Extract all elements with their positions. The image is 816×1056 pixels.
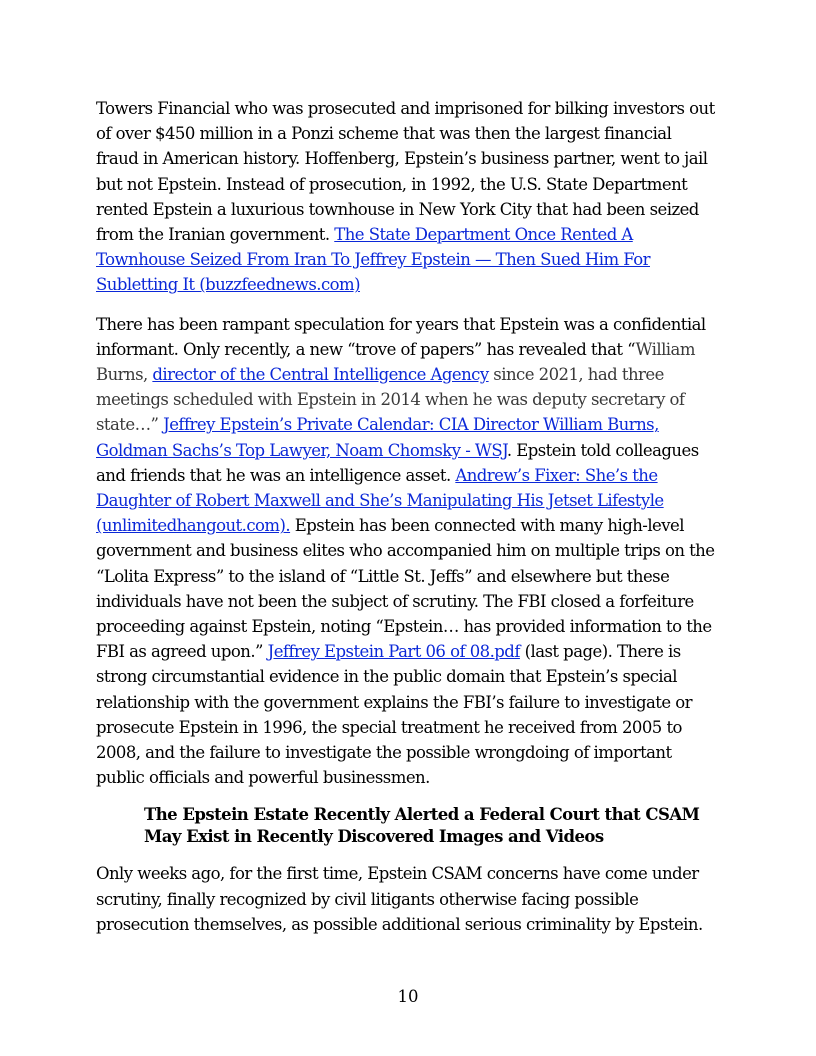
quote-text-meetings: since 2021, had three meetings scheduled with Epstein in 2014 when he was deputy secretary of state…” (96, 365, 685, 435)
paragraph-text: Towers Financial who was prosecuted and imprisoned for bilking investors out of over $450 million in a Ponzi scheme that was then the largest financial fraud in American history. Hoffenberg, Epstein’s business partner, went to jail but not Epstein. Instead of prosecution, in 1992, the U.S. State Department rented Epstein a luxurious townhouse in New York City that had been seized from the Iranian government. (96, 99, 715, 245)
page-number: 10 (397, 987, 419, 1006)
paragraph-text: . Epstein told colleagues and friends that he was an intelligence asset. (96, 440, 699, 485)
link-andrews-fixer[interactable]: Andrew’s Fixer: She’s the Daughter of Robert Maxwell and She’s Manipulating His Jetset Lifestyle (unlimitedhangout.com). (96, 465, 664, 536)
link-wsj-private-calendar[interactable]: Jeffrey Epstein’s Private Calendar: CIA Director William Burns, Goldman Sachs’s Top Lawyer, Noam Chomsky - WSJ (96, 415, 659, 460)
link-cia-director[interactable]: director of the Central Intelligence Agency (152, 365, 489, 385)
paragraph-text: There has been rampant speculation for years that Epstein was a confidential informant. Only recently, a new “trove of papers” has revealed that “ (96, 314, 706, 359)
link-state-department-townhouse[interactable]: The State Department Once Rented A Townhouse Seized From Iran To Jeffrey Epstein — Then Sued Him For Subletting It (buzzfeednews.com) (96, 225, 650, 295)
paragraph-text: (last page). There is strong circumstantial evidence in the public domain that Epstein’s special relationship with the government explains the FBI’s failure to investigate or prosecute Epstein in 1996, the special treatment he received from 2005 to 2008, and the failure to investigate the possible wrongdoing of important public officials and powerful businessmen. (96, 642, 692, 788)
document-page (96, 96, 718, 937)
quote-text-william-burns: William Burns, (96, 339, 695, 385)
paragraph-csam-concerns: Only weeks ago, for the first time, Epstein CSAM concerns have come under scrutiny, finally recognized by civil litigants otherwise facing possible prosecution themselves, as possible additional serious criminality by Epstein. (96, 864, 703, 934)
paragraph-towers-financial (96, 96, 718, 298)
paragraph-confidential-informant (96, 312, 718, 791)
section-heading-csam: The Epstein Estate Recently Alerted a Federal Court that CSAM May Exist in Recently Discovered Images and Videos (144, 805, 700, 847)
paragraph-text: Epstein has been connected with many high-level government and business elites who accompanied him on multiple trips on the “Lolita Express” to the island of “Little St. Jeffs” and elsewhere but these individuals have not been the subject of scrutiny. The FBI closed a forfeiture proceeding against Epstein, noting “Epstein… has provided information to the FBI as agreed upon.” (96, 516, 715, 662)
link-epstein-part-06-pdf[interactable]: Jeffrey Epstein Part 06 of 08.pdf (267, 642, 520, 662)
